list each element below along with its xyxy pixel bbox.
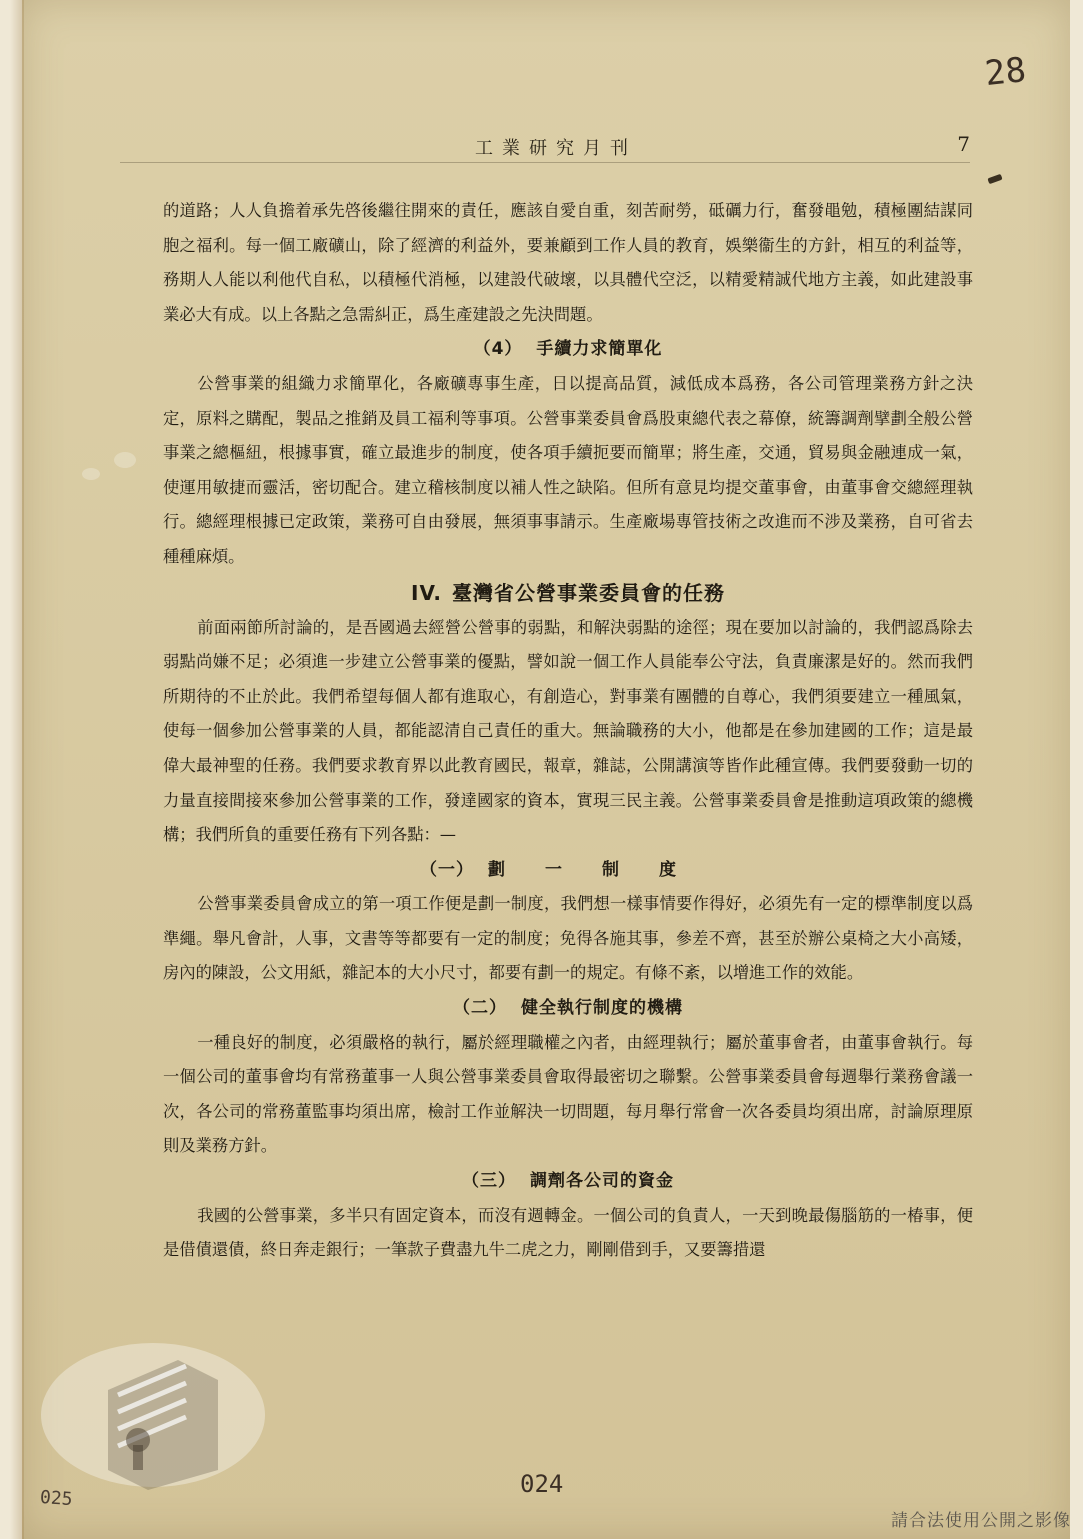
paragraph-fund-adjustment: 我國的公營事業，多半只有固定資本，而沒有週轉金。一個公司的負責人，一天到晚最傷腦筋的一椿事，便是借債還債，終日奔走銀行；一筆款子費盡九牛二虎之力，剛剛借到手，又要籌措還 bbox=[163, 1205, 973, 1260]
section-heading-4 bbox=[163, 332, 973, 367]
archive-books-keyhole-icon bbox=[38, 1320, 268, 1490]
section-heading-1 bbox=[163, 853, 973, 888]
chapter-heading-iv bbox=[163, 575, 973, 611]
paper-torn-edge bbox=[10, 0, 24, 1539]
page-header bbox=[120, 130, 970, 164]
chapter-heading-iv-title: 臺灣省公營事業委員會的任務 bbox=[451, 580, 725, 605]
article-body bbox=[163, 194, 973, 1268]
section-heading-3-title: 調劑各公司的資金 bbox=[530, 1171, 674, 1192]
section-heading-1-number: （一） bbox=[420, 859, 474, 880]
paper-stain bbox=[82, 468, 100, 480]
paragraph-committee-tasks: 前面兩節所討論的，是吾國過去經營公營事的弱點，和解決弱點的途徑；現在要加以討論的，我們認爲除去弱點尚嫌不足；必須進一步建立公營事業的優點，譬如說一個工作人員能奉公守法，負責廉潔是好的。然而我們所期待的不止於此。我們希望每個人都有進取心，有創造心，對事業有團體的自尊心，我們須要建立一種風氣，使每一個參加公營事業的人員，都能認清自己責任的重大。無論職務的大小，他都是在參加建國的工作；這是最偉大最神聖的任務。我們要求教育界以此教育國民，報章，雜誌，公開講演等皆作此種宣傳。我們要發動一切的力量直接間接來參加公營事業的工作，發達國家的資本，實現三民主義。公營事業委員會是推動這項政策的總機構；我們所負的重要任務有下列各點：— bbox=[163, 617, 973, 845]
paper-stain bbox=[114, 452, 136, 468]
section-heading-2-number: （二） bbox=[453, 998, 507, 1019]
handwritten-folio-number: 28 bbox=[983, 49, 1028, 95]
header-rule bbox=[120, 162, 970, 163]
journal-title: 工業研究月刊 bbox=[475, 138, 637, 159]
section-heading-4-title: 手續力求簡單化 bbox=[536, 339, 663, 360]
paragraph-continuation: 的道路；人人負擔着承先啓後繼往開來的責任，應該自愛自重，刻苦耐勞，砥礪力行，奮發黽勉，積極團結謀同胞之福利。每一個工廠礦山，除了經濟的利益外，要兼顧到工作人員的教育，娛樂衞生的方針，相互的利益等，務期人人能以利他代自私，以積極代消極，以建設代破壞，以具體代空泛，以精愛精誠代地方主義，如此建設事業必大有成。以上各點之急需糾正，爲生產建設之先決問題。 bbox=[163, 201, 973, 324]
watermark-notice: 請合法使用公開之影像 bbox=[891, 1511, 1071, 1531]
section-heading-3 bbox=[163, 1164, 973, 1199]
page-number: 7 bbox=[957, 132, 970, 156]
section-heading-2-title: 健全執行制度的機構 bbox=[521, 998, 683, 1019]
archive-stamp-left: 025 bbox=[39, 1486, 74, 1511]
paragraph-unify-system: 公營事業委員會成立的第一項工作便是劃一制度，我們想一樣事情要作得好，必須先有一定的標準制度以爲準繩。舉凡會計，人事，文書等等都要有一定的制度；免得各施其事，參差不齊，甚至於辦公桌椅之大小高矮，房內的陳設，公文用紙，雜記本的大小尺寸，都要有劃一的規定。有條不紊，以增進工作的效能。 bbox=[163, 894, 973, 983]
paragraph-execution-mechanism: 一種良好的制度，必須嚴格的執行，屬於經理職權之內者，由經理執行；屬於董事會者，由董事會執行。每一個公司的董事會均有常務董事一人與公營事業委員會取得最密切之聯繫。公營事業委員會每週舉行業務會議一次，各公司的常務董監事均須出席，檢討工作並解決一切問題，每月舉行常會一次各委員均須出席，討論原理原則及業務方針。 bbox=[163, 1032, 973, 1156]
section-heading-3-number: （三） bbox=[462, 1171, 516, 1192]
section-heading-1-title: 劃一制度 bbox=[488, 859, 716, 880]
paragraph-simplify-procedures: 公營事業的組織力求簡單化，各廠礦專事生產，日以提高品質，減低成本爲務，各公司管理業務方針之決定，原料之購配，製品之推銷及員工福利等事項。公營事業委員會爲股東總代表之幕僚，統籌調劑擘劃全般公營事業之總樞紐，根據事實，確立最進步的制度，使各項手續扼要而簡單；將生產，交通，貿易與金融連成一氣，使運用敏捷而靈活，密切配合。建立稽核制度以補人性之缺陷。但所有意見均提交董事會，由董事會交總經理執行。總經理根據已定政策，業務可自由發展，無須事事請示。生產廠場專管技術之改進而不涉及業務，自可省去種種麻煩。 bbox=[163, 373, 973, 566]
chapter-heading-iv-number: IV. bbox=[411, 580, 442, 605]
section-heading-2 bbox=[163, 991, 973, 1026]
archive-stamp-center: 024 bbox=[520, 1470, 564, 1498]
section-heading-4-number: （4） bbox=[473, 339, 523, 360]
